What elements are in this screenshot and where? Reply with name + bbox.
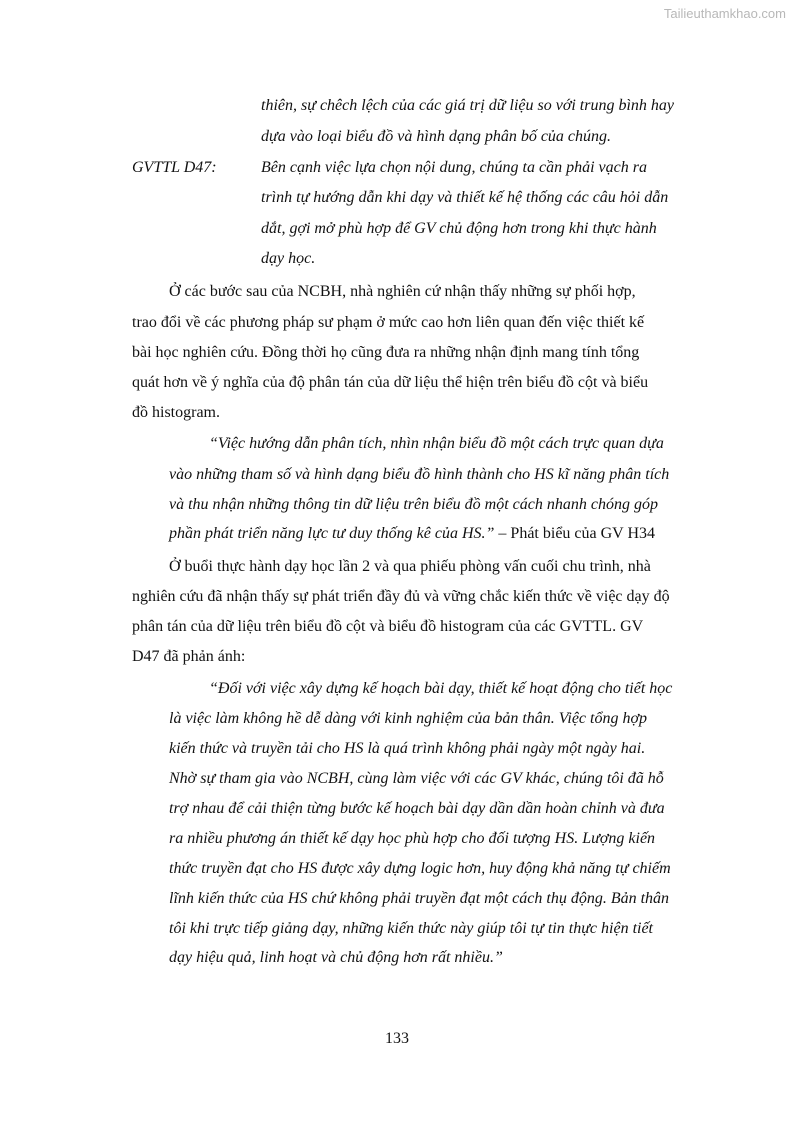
paragraph-line: bài học nghiên cứu. Đồng thời họ cũng đưa ra những nhận định mang tính tổng [132,344,640,361]
page-number: 133 [385,1030,409,1047]
quote-line: Nhờ sự tham gia vào NCBH, cùng làm việc với các GV khác, chúng tôi đã hỗ [169,770,664,787]
paragraph-line: quát hơn về ý nghĩa của độ phân tán của dữ liệu thể hiện trên biểu đồ cột và biểu [132,374,649,391]
quote-line: lĩnh kiến thức của HS chứ không phải truyền đạt một cách thụ động. Bản thân [169,890,670,907]
entry-line: dạy học. [261,250,316,267]
quote-line: tôi khi trực tiếp giảng dạy, những kiến thức này giúp tôi tự tin thực hiện tiết [169,920,653,937]
entry-line: Bên cạnh việc lựa chọn nội dung, chúng ta cần phải vạch ra [261,159,647,176]
entry-label: GVTTL D47: [132,159,217,176]
entry-line: dắt, gợi mở phù hợp để GV chủ động hơn trong khi thực hành [261,220,657,237]
paragraph-line: Ở buổi thực hành dạy học lần 2 và qua phiếu phòng vấn cuối chu trình, nhà [169,558,651,575]
quote-attribution: – Phát biểu của GV H34 [494,525,655,542]
quote-line-with-attribution [169,524,655,544]
quote-line: “Việc hướng dẫn phân tích, nhìn nhận biểu đồ một cách trực quan dựa [209,435,664,452]
paragraph-line: D47 đã phản ánh: [132,648,246,665]
paragraph-line: Ở các bước sau của NCBH, nhà nghiên cứ nhận thấy những sự phối hợp, [169,283,636,300]
watermark: Tailieuthamkhao.com [663,6,786,21]
quote-line: vào những tham số và hình dạng biểu đồ hình thành cho HS kĩ năng phân tích [169,466,670,483]
paragraph-line: trao đổi về các phương pháp sư phạm ở mức cao hơn liên quan đến việc thiết kế [132,314,645,331]
entry-line: trình tự hướng dẫn khi dạy và thiết kế hệ thống các câu hỏi dẫn [261,189,669,206]
quote-line: và thu nhận những thông tin dữ liệu trên biểu đồ một cách nhanh chóng góp [169,496,658,513]
quote-line: trợ nhau để cải thiện từng bước kế hoạch bài dạy dần dần hoàn chỉnh và đưa [169,800,665,817]
paragraph-line: nghiên cứu đã nhận thấy sự phát triển đầy đủ và vững chắc kiến thức về việc dạy độ [132,588,670,605]
paragraph-line: phân tán của dữ liệu trên biểu đồ cột và biểu đồ histogram của các GVTTL. GV [132,618,644,635]
quote-line: ra nhiều phương án thiết kế dạy học phù hợp cho đối tượng HS. Lượng kiến [169,830,656,847]
quote-line: dạy hiệu quả, linh hoạt và chủ động hơn rất nhiều.” [169,949,503,966]
quote-line: phần phát triển năng lực tư duy thống kê của HS.” [169,525,495,542]
continuation-line: dựa vào loại biểu đồ và hình dạng phân bố của chúng. [261,128,612,145]
quote-line: kiến thức và truyền tải cho HS là quá trình không phải ngày một ngày hai. [169,740,646,757]
paragraph-line: đồ histogram. [132,404,220,421]
continuation-line: thiên, sự chêch lệch của các giá trị dữ liệu so với trung bình hay [261,97,675,114]
quote-line: là việc làm không hề dễ dàng với kinh nghiệm của bản thân. Việc tổng hợp [169,710,647,727]
quote-line: thức truyền đạt cho HS được xây dựng logic hơn, huy động khả năng tự chiếm [169,860,671,877]
quote-line: “Đối với việc xây dựng kế hoạch bài dạy, thiết kế hoạt động cho tiết học [209,680,673,697]
